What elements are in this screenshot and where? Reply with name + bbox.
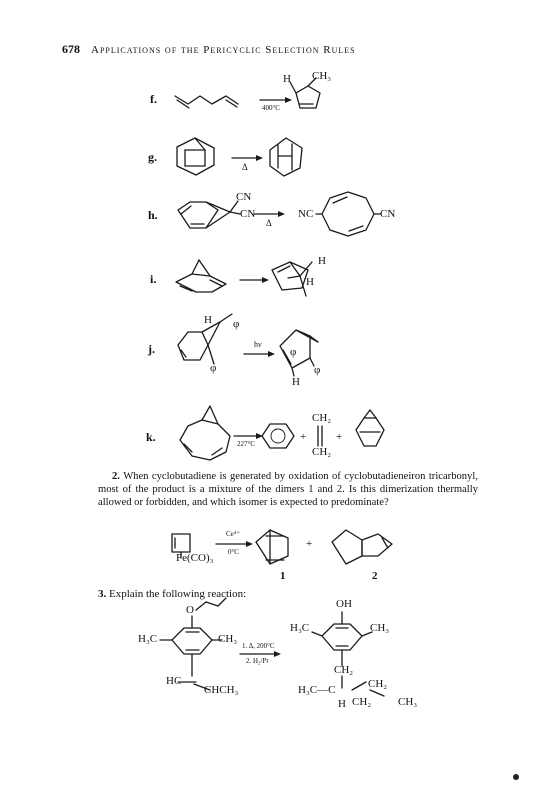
reactant-H3C: H₃C bbox=[138, 633, 158, 645]
reaction-h-cn-right: CN bbox=[240, 208, 256, 220]
plus-sign-2: + bbox=[336, 431, 343, 443]
reaction-j-reactant-phi1: φ bbox=[233, 318, 240, 330]
reaction-g-conditions: Δ bbox=[242, 162, 248, 172]
running-title: Applications of the Pericyclic Selection Rules bbox=[91, 44, 356, 56]
ethylene-label-bottom: CH₂ bbox=[312, 446, 332, 458]
reactant-CHCH3: CHCH₃ bbox=[204, 684, 239, 696]
problem-2-number: 2. bbox=[112, 471, 120, 482]
reaction-h-product-NC: NC bbox=[298, 208, 314, 220]
problem-3-heading bbox=[98, 588, 246, 600]
reaction-i-product-H2: H bbox=[306, 276, 314, 288]
problem-3-step-1: 1. Δ, 200°C bbox=[242, 642, 275, 650]
ethylene-product bbox=[318, 426, 322, 446]
dimer-1 bbox=[256, 530, 288, 564]
problem-2-oxidant: Ce⁴⁺ bbox=[226, 530, 240, 538]
reaction-j-conditions: hν bbox=[254, 340, 262, 349]
problem-2-plus: + bbox=[306, 538, 313, 550]
reaction-h-cn-top: CN bbox=[236, 191, 252, 203]
reaction-j-reactant-phi2: φ bbox=[210, 362, 217, 374]
problem-3-number: 3. bbox=[98, 588, 107, 600]
problem-2-paragraph bbox=[98, 470, 478, 509]
reaction-f-reactant bbox=[175, 96, 238, 108]
product-CH3-end: CH₃ bbox=[398, 696, 418, 708]
reaction-k-label: k. bbox=[146, 430, 156, 444]
reaction-g-reactant bbox=[177, 138, 214, 175]
reaction-j-product-phi1: φ bbox=[290, 346, 297, 358]
dimer-1-label: 1 bbox=[280, 570, 286, 582]
problem-2-reagent: Fe(CO)₃ bbox=[176, 552, 214, 564]
reaction-f-label: f. bbox=[150, 92, 157, 106]
dimer-2-label: 2 bbox=[372, 570, 378, 582]
reaction-g-product bbox=[270, 138, 302, 176]
reaction-g-label: g. bbox=[148, 150, 157, 164]
product-H3C-C: H₃C—C bbox=[298, 684, 336, 696]
reaction-i-reactant bbox=[176, 260, 226, 292]
reaction-j-product-phi2: φ bbox=[314, 364, 321, 376]
product-CH2-c: CH₂ bbox=[368, 678, 388, 690]
reaction-k-conditions: 227°C bbox=[237, 440, 255, 448]
reactant-CH3: CH₃ bbox=[218, 633, 238, 645]
reaction-f-conditions: 400°C bbox=[262, 104, 280, 112]
dimer-2 bbox=[332, 530, 392, 564]
reaction-h-reactant bbox=[178, 201, 240, 228]
reaction-j-product-H: H bbox=[292, 376, 300, 388]
reactant-O: O bbox=[186, 604, 194, 616]
reaction-j-label: j. bbox=[148, 342, 155, 356]
reactant-HC: HC bbox=[166, 675, 182, 687]
page-number: 678 bbox=[62, 42, 80, 56]
benzene-product bbox=[262, 424, 294, 448]
reaction-i-product-H1: H bbox=[318, 255, 326, 267]
reaction-h-product bbox=[316, 192, 380, 236]
problem-3-step-2: 2. H₂/Pt bbox=[246, 657, 269, 665]
product-CH2-b: CH₂ bbox=[352, 696, 372, 708]
reaction-i-label: i. bbox=[150, 272, 157, 286]
product-CH3: CH₃ bbox=[370, 622, 390, 634]
product-OH: OH bbox=[336, 598, 352, 610]
plus-sign-1: + bbox=[300, 431, 307, 443]
problem-3-text: Explain the following reaction: bbox=[109, 588, 247, 600]
page-corner-mark bbox=[513, 774, 519, 780]
reaction-f-product-CH3: CH₃ bbox=[312, 70, 332, 82]
reaction-k-reactant bbox=[180, 406, 230, 460]
product-CH2-a: CH₂ bbox=[334, 664, 354, 676]
reaction-h-product-CN: CN bbox=[380, 208, 396, 220]
problem-2-temperature: 0°C bbox=[228, 548, 239, 556]
bicyclic-product bbox=[356, 410, 384, 446]
reaction-h-conditions: Δ bbox=[266, 218, 272, 228]
reaction-j-product bbox=[280, 330, 321, 376]
reaction-f-product bbox=[290, 78, 320, 108]
reaction-f-product-H: H bbox=[283, 73, 291, 85]
product-H3C: H₃C bbox=[290, 622, 310, 634]
reaction-h-label: h. bbox=[148, 208, 158, 222]
problem-2-text: When cyclobutadiene is generated by oxidation of cyclobutadieneiron tricarbonyl, most of the product is a mixture of the dimers 1 and 2. Is this dimerization thermally allowed or forbidden, and which isomer is expected to predominate? bbox=[98, 471, 478, 508]
reaction-j-reactant-H: H bbox=[204, 314, 212, 326]
product-H: H bbox=[338, 698, 346, 710]
ethylene-label-top: CH₂ bbox=[312, 412, 332, 424]
